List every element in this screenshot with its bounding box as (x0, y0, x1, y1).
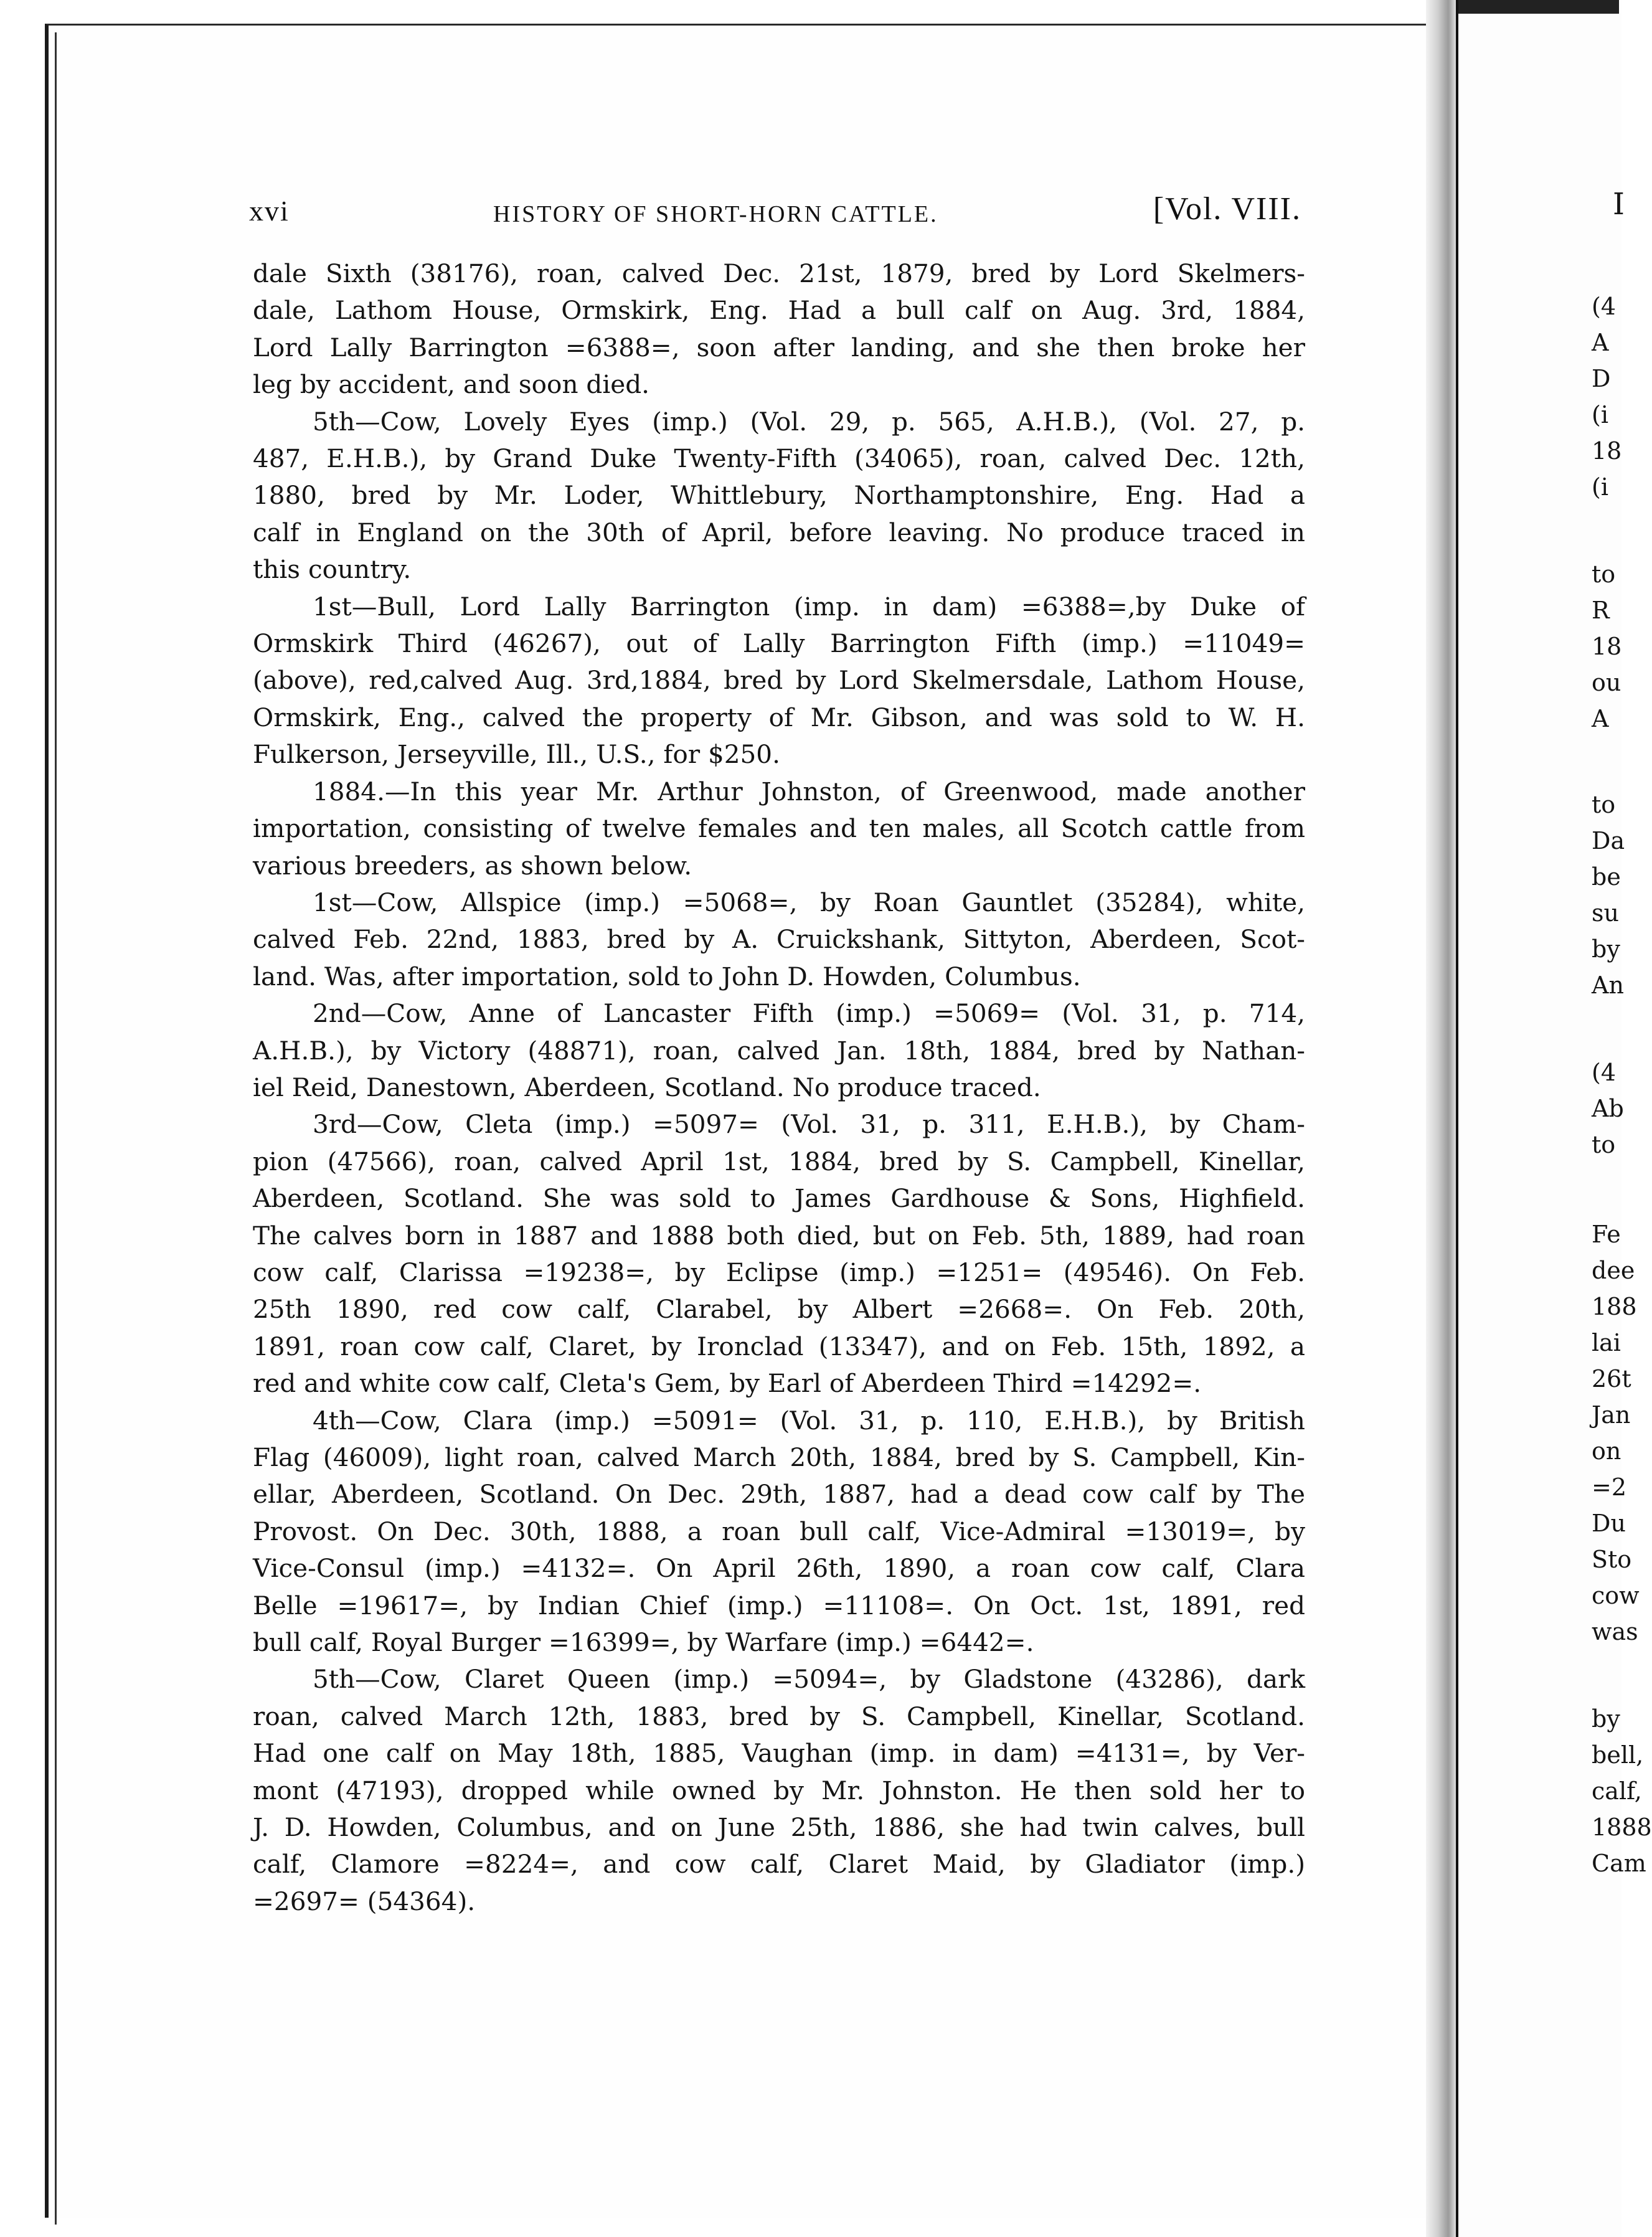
text-line: Had one calf on May 18th, 1885, Vaughan (imp. in dam) =4131=, by Ver- (253, 1738, 1305, 1769)
right-page-fragment: to (1592, 560, 1616, 588)
right-page-fragment: (i (1592, 473, 1608, 501)
page-number: xvi (249, 195, 290, 227)
text-line: roan, calved March 12th, 1883, bred by S. Campbell, Kinellar, Scotland. (253, 1701, 1305, 1731)
text-line: pion (47566), roan, calved April 1st, 1884, bred by S. Campbell, Kinellar, (253, 1146, 1305, 1176)
right-page-fragment: cow (1592, 1582, 1640, 1609)
right-page-fragment: Fe (1592, 1221, 1621, 1248)
text-line: 1884.—In this year Mr. Arthur Johnston, of Greenwood, made another (313, 776, 1305, 806)
text-line: Ormskirk, Eng., calved the property of Mr. Gibson, and was sold to W. H. (253, 702, 1305, 732)
text-line: 487, E.H.B.), by Grand Duke Twenty-Fifth (34065), roan, calved Dec. 12th, (253, 443, 1305, 474)
paragraph (253, 884, 1305, 995)
right-page-fragment: An (1592, 972, 1624, 999)
right-page-fragment: ou (1592, 669, 1621, 696)
paragraph (253, 1661, 1305, 1920)
right-page-fragment: Du (1592, 1510, 1626, 1537)
right-page-fragment: (i (1592, 401, 1608, 428)
right-page-fragment: to (1592, 791, 1616, 818)
text-line: leg by accident, and soon died. (253, 369, 650, 400)
text-line: 1880, bred by Mr. Loder, Whittlebury, Northamptonshire, Eng. Had a (253, 480, 1305, 511)
text-line: 1st—Bull, Lord Lally Barrington (imp. in dam) =6388=,by Duke of (313, 591, 1305, 622)
page-edge-rule (55, 32, 57, 2225)
text-line: J. D. Howden, Columbus, and on June 25th, 1886, she had twin calves, bull (253, 1812, 1305, 1843)
right-page-fragment: to (1592, 1131, 1616, 1158)
text-line: 4th—Cow, Clara (imp.) =5091= (Vol. 31, p. 110, E.H.B.), by British (313, 1405, 1305, 1435)
text-line: 5th—Cow, Claret Queen (imp.) =5094=, by Gladstone (43286), dark (313, 1664, 1305, 1695)
right-page-fragment: A (1592, 329, 1609, 356)
right-page-fragment: D (1592, 365, 1611, 392)
text-line: =2697= (54364). (253, 1886, 476, 1916)
paragraph (253, 1402, 1305, 1662)
right-page-fragment: 188 (1592, 1293, 1637, 1320)
right-page-fragment: Ab (1592, 1095, 1624, 1122)
right-page-fragment: 18 (1592, 437, 1622, 465)
paragraph (253, 404, 1305, 589)
paragraph (253, 255, 1305, 404)
right-page-fragment: be (1592, 863, 1621, 891)
book-gutter (1426, 0, 1456, 2237)
text-line: various breeders, as shown below. (253, 850, 692, 881)
text-line: calved Feb. 22nd, 1883, bred by A. Cruickshank, Sittyton, Aberdeen, Scot- (253, 924, 1305, 955)
right-page-fragment: 26t (1592, 1365, 1631, 1393)
text-line: Aberdeen, Scotland. She was sold to James Gardhouse & Sons, Highfield. (253, 1183, 1305, 1214)
text-line: Fulkerson, Jerseyville, Ill., U.S., for $250. (253, 739, 780, 770)
text-line: ellar, Aberdeen, Scotland. On Dec. 29th, 1887, had a dead cow calf by The (253, 1479, 1305, 1510)
text-line: A.H.B.), by Victory (48871), roan, calved Jan. 18th, 1884, bred by Nathan- (253, 1035, 1305, 1066)
right-page-top-edge (1458, 0, 1619, 14)
body-text (253, 255, 1305, 1920)
right-page-fragment: Da (1592, 827, 1625, 854)
text-line: (above), red,calved Aug. 3rd,1884, bred by Lord Skelmersdale, Lathom House, (253, 665, 1305, 696)
right-page-fragment: by (1592, 1705, 1620, 1733)
right-page-fragment: bell, (1592, 1741, 1644, 1769)
text-line: 1891, roan cow calf, Claret, by Ironclad (13347), and on Feb. 15th, 1892, a (253, 1331, 1305, 1361)
text-line: Ormskirk Third (46267), out of Lally Barrington Fifth (imp.) =11049= (253, 628, 1305, 659)
text-line: 5th—Cow, Lovely Eyes (imp.) (Vol. 29, p. 565, A.H.B.), (Vol. 27, p. (313, 406, 1305, 437)
text-line: Flag (46009), light roan, calved March 20th, 1884, bred by S. Campbell, Kin- (253, 1442, 1305, 1472)
text-line: 1st—Cow, Allspice (imp.) =5068=, by Roan Gauntlet (35284), white, (313, 887, 1305, 917)
right-page-fragment: Jan (1592, 1401, 1631, 1429)
text-line: Lord Lally Barrington =6388=, soon after landing, and she then broke her (253, 332, 1305, 362)
running-title: HISTORY OF SHORT-HORN CATTLE. (493, 201, 938, 227)
text-line: Provost. On Dec. 30th, 1888, a roan bull calf, Vice-Admiral =13019=, by (253, 1516, 1305, 1546)
right-page-fragment: on (1592, 1437, 1621, 1465)
text-line: mont (47193), dropped while owned by Mr. Johnston. He then sold her to (253, 1775, 1305, 1805)
text-line: iel Reid, Danestown, Aberdeen, Scotland. No produce traced. (253, 1072, 1041, 1102)
text-line: The calves born in 1887 and 1888 both died, but on Feb. 5th, 1889, had roan (253, 1220, 1305, 1251)
text-line: dale, Lathom House, Ormskirk, Eng. Had a bull calf on Aug. 3rd, 1884, (253, 295, 1305, 326)
right-page-fragment: Cam (1592, 1850, 1646, 1877)
right-page-fragment: (4 (1592, 1059, 1617, 1086)
text-line: cow calf, Clarissa =19238=, by Eclipse (imp.) =1251= (49546). On Feb. (253, 1257, 1305, 1287)
right-page-fragment: =2 (1592, 1473, 1627, 1501)
right-page-fragment: 1888 (1592, 1814, 1652, 1841)
text-line: 25th 1890, red cow calf, Clarabel, by Albert =2668=. On Feb. 20th, (253, 1294, 1305, 1325)
text-line: calf in England on the 30th of April, before leaving. No produce traced in (253, 517, 1305, 547)
paragraph (253, 589, 1305, 773)
text-line: calf, Clamore =8224=, and cow calf, Claret Maid, by Gladiator (imp.) (253, 1849, 1305, 1880)
text-line: dale Sixth (38176), roan, calved Dec. 21st, 1879, bred by Lord Skelmers- (253, 258, 1305, 288)
right-page-fragment: (4 (1592, 293, 1617, 320)
text-line: Vice-Consul (imp.) =4132=. On April 26th, 1890, a roan cow calf, Clara (253, 1553, 1305, 1584)
right-page-fragment: calf, (1592, 1777, 1642, 1805)
text-line: Belle =19617=, by Indian Chief (imp.) =11108=. On Oct. 1st, 1891, red (253, 1590, 1305, 1620)
right-page-fragment: Sto (1592, 1546, 1632, 1573)
paragraph (253, 773, 1305, 884)
text-line: bull calf, Royal Burger =16399=, by Warfare (imp.) =6442=. (253, 1627, 1034, 1658)
text-line: this country. (253, 554, 412, 585)
running-head (249, 191, 1301, 232)
paragraph (253, 1106, 1305, 1402)
text-line: 2nd—Cow, Anne of Lancaster Fifth (imp.) =5069= (Vol. 31, p. 714, (313, 998, 1305, 1029)
right-page-fragment: 18 (1592, 633, 1622, 660)
paragraph (253, 995, 1305, 1106)
right-page-fragment: dee (1592, 1257, 1635, 1284)
text-line: land. Was, after importation, sold to John D. Howden, Columbus. (253, 961, 1081, 991)
right-page-fragment: R (1592, 597, 1610, 624)
right-page-fragment: I (1613, 187, 1625, 222)
right-page-fragment: was (1592, 1618, 1638, 1645)
right-page-fragment: A (1592, 705, 1609, 732)
right-page-fragment: by (1592, 935, 1620, 963)
right-page-fragment: lai (1592, 1329, 1621, 1356)
text-line: red and white cow calf, Cleta's Gem, by Earl of Aberdeen Third =14292=. (253, 1368, 1202, 1399)
text-line: importation, consisting of twelve females and ten males, all Scotch cattle from (253, 813, 1305, 844)
right-page-fragment: su (1592, 899, 1619, 927)
volume-label: [Vol. VIII. (1153, 191, 1301, 227)
text-line: 3rd—Cow, Cleta (imp.) =5097= (Vol. 31, p. 311, E.H.B.), by Cham- (313, 1109, 1305, 1140)
